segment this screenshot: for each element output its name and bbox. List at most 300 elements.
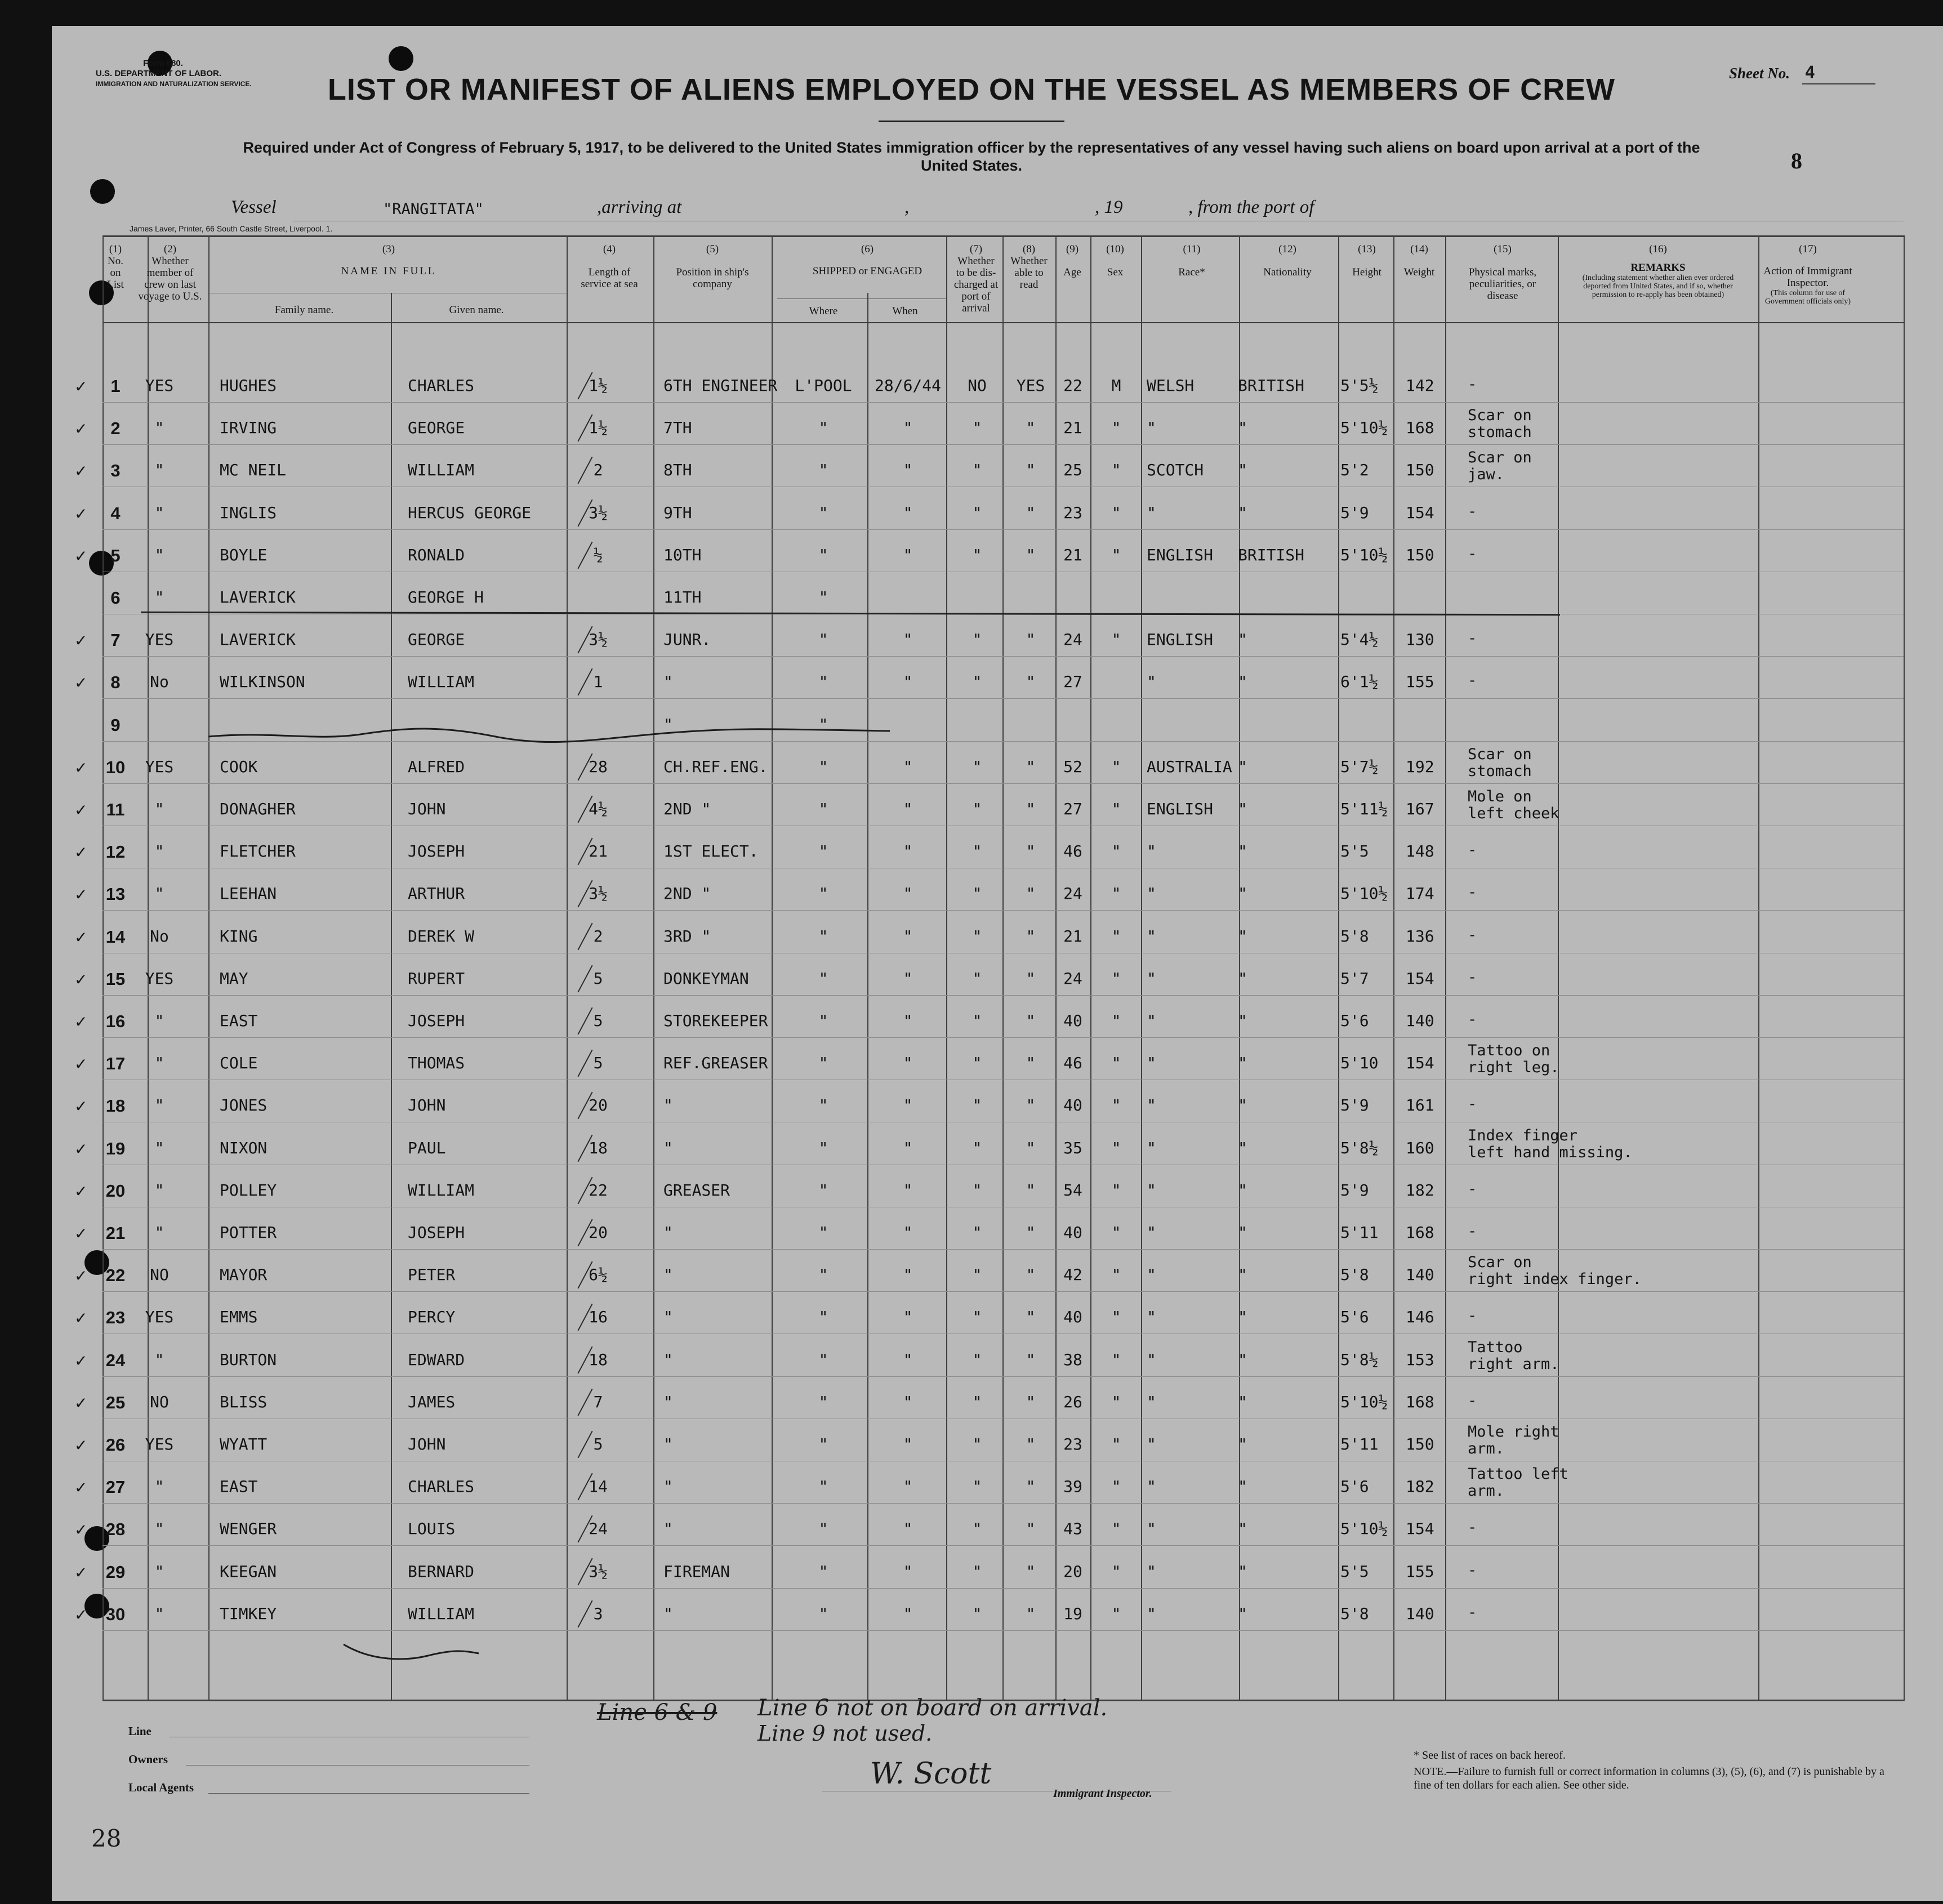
cell-read: " — [1026, 800, 1036, 818]
col1-num: (1) — [109, 243, 122, 255]
cell-given: GEORGE — [408, 418, 465, 437]
row-rule — [103, 995, 1904, 996]
cell-where: " — [818, 1265, 828, 1284]
cell-sex: " — [1111, 418, 1121, 437]
cell-race: WELSH — [1147, 376, 1195, 395]
check-mark-icon: ✓ — [74, 1563, 88, 1582]
cell-weight: 168 — [1406, 418, 1434, 437]
form-service: IMMIGRATION AND NATURALIZATION SERVICE. — [96, 80, 252, 88]
cell-nat: " — [1238, 800, 1247, 818]
cell-sex: " — [1111, 1223, 1121, 1242]
wavy-strike-row-9 — [203, 714, 895, 753]
cell-age: 40 — [1063, 1223, 1082, 1242]
cell-weight: 146 — [1406, 1308, 1434, 1326]
cell-disch: " — [972, 884, 982, 903]
cell-where: " — [818, 927, 828, 946]
row-rule — [103, 1037, 1904, 1038]
cell-age: 40 — [1063, 1308, 1082, 1326]
cell-when: " — [903, 1308, 913, 1326]
cell-age: 52 — [1063, 757, 1082, 776]
cell-height: 5'8½ — [1340, 1350, 1379, 1369]
cell-given: DEREK W — [408, 927, 475, 946]
cell-where: " — [818, 715, 828, 734]
cell-when: " — [903, 1223, 913, 1242]
cell-family: EMMS — [220, 1308, 258, 1326]
year-prefix: , 19 — [1095, 197, 1123, 217]
cell-weight: 155 — [1406, 1562, 1434, 1581]
cell-race: " — [1147, 842, 1156, 860]
row-rule — [103, 1503, 1904, 1504]
cell-last: NO — [150, 1393, 169, 1411]
column-line — [1445, 235, 1446, 1701]
cell-read: " — [1026, 1519, 1036, 1538]
cell-position: STOREKEEPER — [663, 1011, 768, 1030]
cell-race: " — [1147, 927, 1156, 946]
cell-where: " — [818, 800, 828, 818]
cell-height: 5'6 — [1340, 1477, 1369, 1496]
col13-label: Height — [1352, 266, 1382, 278]
cell-read: " — [1026, 969, 1036, 988]
cell-disch: " — [972, 757, 982, 776]
cell-sex: " — [1111, 800, 1121, 818]
cell-read: " — [1026, 1308, 1036, 1326]
margin-number: 8 — [1791, 148, 1802, 173]
row-rule — [103, 783, 1904, 784]
cell-race: ENGLISH — [1147, 630, 1214, 649]
cell-sex: " — [1111, 927, 1121, 946]
wavy-strike-row-30 — [338, 1633, 484, 1667]
cell-marks: Tattoo left arm. — [1468, 1465, 1568, 1500]
column-line — [103, 235, 104, 1701]
cell-marks: - — [1468, 1519, 1477, 1536]
cell-when: " — [903, 418, 913, 437]
cell-where: " — [818, 1011, 828, 1030]
cell-given: ARTHUR — [408, 884, 465, 903]
col7-label: Whether to be dis-charged at port of arrival — [953, 255, 999, 314]
cell-sex: " — [1111, 1562, 1121, 1581]
cell-given: JAMES — [408, 1393, 456, 1411]
cell-read: " — [1026, 757, 1036, 776]
cell-where: " — [818, 969, 828, 988]
cell-disch: " — [972, 1011, 982, 1030]
col11-label: Race* — [1178, 266, 1205, 278]
check-mark-icon: ✓ — [74, 885, 88, 904]
col1-header — [104, 243, 127, 291]
cell-age: 42 — [1063, 1265, 1082, 1284]
sheet-underline — [1802, 83, 1875, 84]
column-line — [1002, 235, 1004, 1701]
cell-last: YES — [145, 1308, 174, 1326]
cell-nat: " — [1238, 1223, 1247, 1242]
cell-service: 16 — [589, 1308, 608, 1326]
column-line — [208, 235, 210, 1701]
column-line — [1758, 235, 1759, 1701]
cell-age: 46 — [1063, 1054, 1082, 1072]
col5-label: Position in ship's company — [676, 266, 749, 290]
col9-header — [1055, 243, 1089, 278]
footer-line-label: Line — [128, 1724, 151, 1738]
cell-family: KEEGAN — [220, 1562, 277, 1581]
cell-last: " — [154, 1139, 164, 1157]
cell-nat: " — [1238, 1096, 1247, 1114]
col14-num: (14) — [1410, 243, 1428, 255]
cell-nat: " — [1238, 1308, 1247, 1326]
cell-service: 1 — [593, 672, 603, 691]
vessel-name: "RANGITATA" — [383, 200, 484, 218]
check-mark-icon: ✓ — [74, 462, 88, 480]
cell-marks: Tattoo right arm. — [1468, 1339, 1559, 1373]
page-subtitle: Required under Act of Congress of February 5, 1917, to be delivered to the United States immigration officer by the representatives of any vessel having such aliens on board upon arrival at a port of the United States. — [243, 139, 1700, 174]
cell-given: RUPERT — [408, 969, 465, 988]
cell-position: 2ND " — [663, 884, 711, 903]
cell-marks: Mole on left cheek — [1468, 788, 1559, 822]
cell-read: " — [1026, 461, 1036, 479]
cell-sex: " — [1111, 842, 1121, 860]
cell-service: 4½ — [589, 800, 608, 818]
cell-no: 14 — [105, 927, 126, 947]
cell-family: MAYOR — [220, 1265, 268, 1284]
check-mark-icon: ✓ — [74, 1097, 88, 1116]
cell-age: 21 — [1063, 418, 1082, 437]
cell-last: No — [150, 672, 169, 691]
cell-read: " — [1026, 418, 1036, 437]
column-line — [867, 293, 868, 1701]
cell-race: " — [1147, 1477, 1156, 1496]
cell-nat: " — [1238, 461, 1247, 479]
cell-service: 2 — [593, 461, 603, 479]
cell-family: FLETCHER — [220, 842, 296, 860]
cell-last: YES — [145, 1435, 174, 1453]
cell-when: " — [903, 1054, 913, 1072]
cell-sex: " — [1111, 1011, 1121, 1030]
check-mark-icon: ✓ — [74, 1140, 88, 1158]
cell-nat: " — [1238, 672, 1247, 691]
cell-service: 1½ — [589, 418, 608, 437]
cell-marks: - — [1468, 503, 1477, 520]
cell-age: 22 — [1063, 376, 1082, 395]
cell-race: " — [1147, 672, 1156, 691]
cell-sex: " — [1111, 1350, 1121, 1369]
col11-header — [1149, 243, 1234, 278]
cell-where: L'POOL — [795, 376, 852, 395]
col17-note: (This column for use of Government officials only) — [1764, 289, 1851, 306]
cell-where: " — [818, 672, 828, 691]
cell-race: " — [1147, 1308, 1156, 1326]
col17-num: (17) — [1799, 243, 1817, 255]
cell-weight: 140 — [1406, 1011, 1434, 1030]
cell-last: YES — [145, 969, 174, 988]
cell-given: HERCUS GEORGE — [408, 503, 532, 522]
check-mark-icon: ✓ — [74, 420, 88, 438]
cell-service: 20 — [589, 1096, 608, 1114]
cell-read: " — [1026, 1139, 1036, 1157]
cell-height: 5'8 — [1340, 927, 1369, 946]
cell-read: " — [1026, 503, 1036, 522]
cell-position: " — [663, 1265, 673, 1284]
check-mark-icon: ✓ — [74, 631, 88, 650]
check-mark-icon: ✓ — [74, 970, 88, 989]
cell-no: 25 — [105, 1393, 126, 1412]
col5-num: (5) — [706, 243, 719, 255]
cell-family: WENGER — [220, 1519, 277, 1538]
cell-when: " — [903, 1435, 913, 1453]
cell-marks: - — [1468, 884, 1477, 901]
row-rule — [103, 1588, 1904, 1589]
cell-last: " — [154, 800, 164, 818]
cell-race: " — [1147, 1519, 1156, 1538]
col13-header — [1342, 243, 1392, 278]
cell-nat: " — [1238, 927, 1247, 946]
row-rule — [103, 910, 1904, 911]
cell-weight: 168 — [1406, 1223, 1434, 1242]
cell-last: " — [154, 884, 164, 903]
cell-service: 1½ — [589, 376, 608, 395]
cell-given: JOHN — [408, 800, 446, 818]
cell-position: " — [663, 1223, 673, 1242]
cell-height: 5'7 — [1340, 969, 1369, 988]
cell-where: " — [818, 1308, 828, 1326]
cell-marks: Scar on stomach — [1468, 407, 1532, 441]
cell-no: 18 — [105, 1096, 126, 1116]
cell-nat: BRITISH — [1238, 376, 1305, 395]
cell-where: " — [818, 757, 828, 776]
cell-family: EAST — [220, 1011, 258, 1030]
cell-marks: Scar on jaw. — [1468, 449, 1532, 483]
cell-age: 27 — [1063, 800, 1082, 818]
cell-last: " — [154, 1477, 164, 1496]
check-mark-icon: ✓ — [74, 928, 88, 947]
column-line — [148, 235, 149, 1701]
cell-service: 3½ — [589, 630, 608, 649]
col10-header — [1098, 243, 1132, 278]
cell-weight: 168 — [1406, 1393, 1434, 1411]
cell-marks: - — [1468, 1180, 1477, 1198]
col6-header — [783, 243, 952, 277]
corner-number: 28 — [91, 1825, 122, 1852]
cell-no: 17 — [105, 1054, 126, 1073]
cell-race: " — [1147, 1604, 1156, 1623]
cell-read: " — [1026, 672, 1036, 691]
cell-sex: " — [1111, 1308, 1121, 1326]
cell-nat: " — [1238, 1139, 1247, 1157]
cell-when: " — [903, 757, 913, 776]
cell-family: COOK — [220, 757, 258, 776]
check-mark-icon: ✓ — [74, 1267, 88, 1285]
cell-marks: Tattoo on right leg. — [1468, 1042, 1559, 1076]
cell-when: " — [903, 1562, 913, 1581]
cell-nat: " — [1238, 418, 1247, 437]
footer-owners-label: Owners — [128, 1753, 168, 1766]
cell-sex: " — [1111, 969, 1121, 988]
cell-race: " — [1147, 1181, 1156, 1200]
cell-family: MAY — [220, 969, 248, 988]
cell-sex: " — [1111, 884, 1121, 903]
cell-weight: 182 — [1406, 1477, 1434, 1496]
cell-read: " — [1026, 1096, 1036, 1114]
cell-when: 28/6/44 — [874, 376, 942, 395]
cell-no: 22 — [105, 1265, 126, 1285]
cell-given: CHARLES — [408, 1477, 475, 1496]
col6-num: (6) — [861, 243, 874, 255]
cell-race: " — [1147, 969, 1156, 988]
cell-disch: " — [972, 1265, 982, 1284]
cell-height: 5'9 — [1340, 503, 1369, 522]
column-line — [567, 235, 568, 1701]
cell-disch: " — [972, 503, 982, 522]
cell-age: 21 — [1063, 927, 1082, 946]
col12-header — [1245, 243, 1330, 278]
page-title: LIST OR MANIFEST OF ALIENS EMPLOYED ON THE VESSEL AS MEMBERS OF CREW — [327, 73, 1616, 106]
cell-family: IRVING — [220, 418, 277, 437]
footer-agents-label: Local Agents — [128, 1781, 194, 1794]
row-rule — [103, 1291, 1904, 1292]
cell-when: " — [903, 1350, 913, 1369]
cell-height: 5'10 — [1340, 1054, 1379, 1072]
cell-family: TIMKEY — [220, 1604, 277, 1623]
cell-age: 19 — [1063, 1604, 1082, 1623]
cell-read: " — [1026, 630, 1036, 649]
cell-disch: " — [972, 1562, 982, 1581]
cell-weight: 140 — [1406, 1604, 1434, 1623]
cell-service: 28 — [589, 757, 608, 776]
form-number: Form 680. — [143, 59, 183, 68]
cell-weight: 174 — [1406, 884, 1434, 903]
check-mark-icon: ✓ — [74, 674, 88, 692]
column-line — [391, 293, 392, 1701]
cell-height: 5'5 — [1340, 1562, 1369, 1581]
cell-disch: " — [972, 1223, 982, 1242]
cell-read: " — [1026, 546, 1036, 564]
cell-nat: " — [1238, 1477, 1247, 1496]
cell-read: " — [1026, 1265, 1036, 1284]
check-mark-icon: ✓ — [74, 759, 88, 777]
cell-age: 24 — [1063, 630, 1082, 649]
col10-num: (10) — [1106, 243, 1124, 255]
cell-nat: " — [1238, 1562, 1247, 1581]
cell-height: 6'1½ — [1340, 672, 1379, 691]
col1-label: No. on List — [107, 255, 124, 291]
column-line — [1904, 235, 1905, 1701]
cell-weight: 150 — [1406, 461, 1434, 479]
col17-label: Action of Immigrant Inspector. — [1763, 265, 1852, 289]
arriving-label: ,arriving at — [597, 197, 682, 217]
col8-label: Whether able to read — [1010, 255, 1048, 291]
cell-no: 12 — [105, 842, 126, 862]
cell-position: JUNR. — [663, 630, 711, 649]
cell-where: " — [818, 1562, 828, 1581]
column-line — [1338, 235, 1339, 1701]
column-line — [1090, 235, 1091, 1701]
cell-last: " — [154, 1181, 164, 1200]
cell-given: WILLIAM — [408, 672, 475, 691]
cell-position: CH.REF.ENG. — [663, 757, 768, 776]
cell-service: 14 — [589, 1477, 608, 1496]
cell-weight: 148 — [1406, 842, 1434, 860]
cell-given: CHARLES — [408, 376, 475, 395]
cell-disch: " — [972, 461, 982, 479]
cell-given: ALFRED — [408, 757, 465, 776]
cell-weight: 154 — [1406, 1519, 1434, 1538]
cell-service: 2 — [593, 927, 603, 946]
cell-no: 26 — [105, 1435, 126, 1455]
cell-sex: " — [1111, 630, 1121, 649]
cell-given: WILLIAM — [408, 1604, 475, 1623]
cell-position: " — [663, 715, 673, 734]
cell-marks: - — [1468, 1011, 1477, 1028]
cell-race: " — [1147, 1435, 1156, 1453]
cell-height: 5'10½ — [1340, 1519, 1388, 1538]
cell-no: 11 — [106, 800, 125, 819]
row-rule — [103, 698, 1904, 699]
cell-given: JOSEPH — [408, 1011, 465, 1030]
cell-family: WYATT — [220, 1435, 268, 1453]
cell-no: 9 — [110, 715, 121, 735]
cell-weight: 154 — [1406, 503, 1434, 522]
cell-position: REF.GREASER — [663, 1054, 768, 1072]
cell-position: 7TH — [663, 418, 692, 437]
form-department: U.S. DEPARTMENT OF LABOR. — [96, 69, 222, 78]
footer-legal-note: NOTE.—Failure to furnish full or correct information in columns (3), (5), (6), and (7) is punishable by a fine of ten dollars for each alien. See other side. — [1414, 1765, 1884, 1791]
col16-label: REMARKS — [1630, 262, 1686, 274]
cell-last: NO — [150, 1265, 169, 1284]
cell-height: 5'11½ — [1340, 800, 1388, 818]
col4-num: (4) — [603, 243, 616, 255]
cell-where: " — [818, 1054, 828, 1072]
cell-race: " — [1147, 1393, 1156, 1411]
cell-no: 7 — [110, 630, 121, 650]
col15-num: (15) — [1494, 243, 1512, 255]
cell-last: " — [154, 1096, 164, 1114]
cell-race: " — [1147, 1139, 1156, 1157]
cell-sex: " — [1111, 1139, 1121, 1157]
cell-race: " — [1147, 884, 1156, 903]
col16-num: (16) — [1649, 243, 1667, 255]
cell-given: RONALD — [408, 546, 465, 564]
cell-nat: " — [1238, 1054, 1247, 1072]
cell-height: 5'8 — [1340, 1604, 1369, 1623]
punch-hole — [389, 46, 413, 71]
cell-given: PETER — [408, 1265, 456, 1284]
cell-disch: " — [972, 927, 982, 946]
cell-sex: " — [1111, 1604, 1121, 1623]
cell-height: 5'2 — [1340, 461, 1369, 479]
cell-no: 1 — [110, 376, 121, 396]
cell-race: " — [1147, 1562, 1156, 1581]
cell-race: " — [1147, 1054, 1156, 1072]
cell-where: " — [818, 1519, 828, 1538]
cell-age: 39 — [1063, 1477, 1082, 1496]
check-mark-icon: ✓ — [74, 1224, 88, 1243]
cell-weight: 150 — [1406, 546, 1434, 564]
cell-disch: " — [972, 630, 982, 649]
cell-family: BURTON — [220, 1350, 277, 1369]
cell-height: 5'8 — [1340, 1265, 1369, 1284]
cell-weight: 192 — [1406, 757, 1434, 776]
cell-family: KING — [220, 927, 258, 946]
cell-where: " — [818, 546, 828, 564]
col2-header — [136, 243, 204, 302]
check-mark-icon: ✓ — [74, 1520, 88, 1539]
col5-header — [662, 243, 763, 290]
cell-age: 24 — [1063, 884, 1082, 903]
col4-label: Length of service at sea — [581, 266, 638, 290]
cell-height: 5'10½ — [1340, 418, 1388, 437]
col15-header — [1455, 243, 1550, 302]
cell-no: 19 — [105, 1139, 126, 1158]
cell-where: " — [818, 461, 828, 479]
cell-position: " — [663, 1604, 673, 1623]
cell-disch: " — [972, 1435, 982, 1453]
